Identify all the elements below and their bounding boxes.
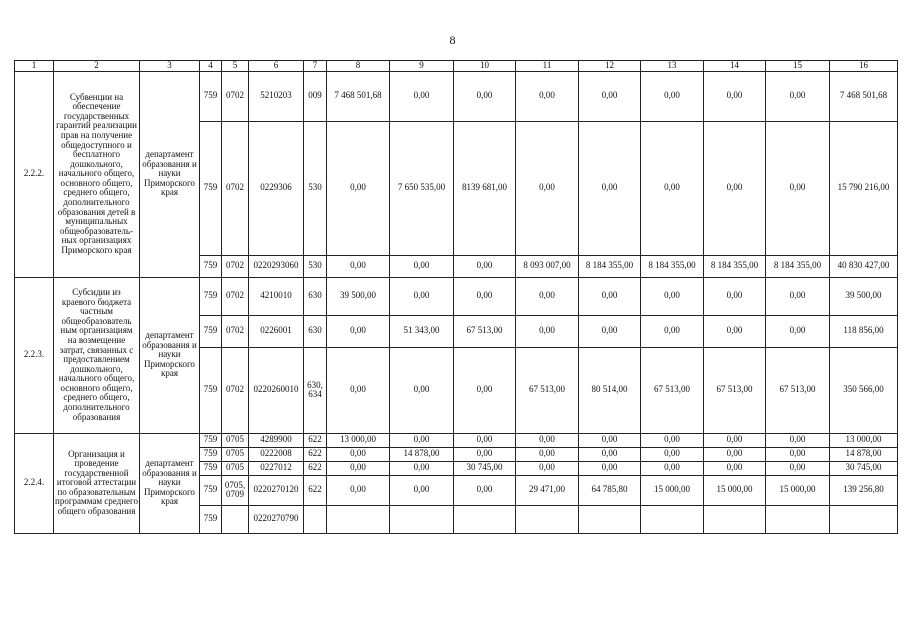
table-cell: 0,00 [579,277,641,315]
table-cell: 0,00 [766,315,830,347]
table-cell: 0,00 [641,433,704,447]
table-cell: 759 [200,277,222,315]
table-cell: 4289900 [249,433,304,447]
table-cell: 0,00 [454,447,516,461]
table-cell: 0,00 [327,121,390,255]
table-cell: 759 [200,433,222,447]
header-cell: 7 [304,61,327,72]
table-cell [390,505,454,533]
table-cell: 0,00 [327,447,390,461]
table-cell: 759 [200,447,222,461]
table-cell: 759 [200,461,222,475]
table-cell: 0,00 [516,461,579,475]
table-cell: 0702 [222,277,249,315]
table-cell: 0,00 [579,315,641,347]
table-cell: 7 468 501,68 [327,71,390,121]
header-cell: 1 [15,61,54,72]
table-cell: 15 000,00 [704,475,766,505]
table-cell: 0705 [222,461,249,475]
item-number: 2.2.2. [15,71,54,277]
table-cell: 0705 [222,433,249,447]
table-cell [454,505,516,533]
table-cell: 0,00 [516,71,579,121]
table-cell: 0,00 [327,475,390,505]
table-cell: 0,00 [454,71,516,121]
table-cell: 67 513,00 [454,315,516,347]
table-cell: 30 745,00 [830,461,898,475]
executor: департамент образования и науки Приморского края [140,71,200,277]
header-cell: 16 [830,61,898,72]
table-cell: 0,00 [516,315,579,347]
table-cell: 622 [304,461,327,475]
item-name: Субсидии из краевого бюджета частным общеобразователь ным организациям на возмещение затрат, связанных с предоставлением дошкольного, начального общего, основного общего, среднего общего, дополнительного образования [54,277,140,433]
table-cell: 0,00 [766,121,830,255]
table-cell: 0705 [222,447,249,461]
table-cell: 0,00 [454,433,516,447]
table-cell: 0,00 [516,121,579,255]
table-cell: 13 000,00 [830,433,898,447]
table-cell: 14 878,00 [830,447,898,461]
table-cell: 40 830 427,00 [830,255,898,277]
table-cell: 0,00 [327,347,390,433]
table-cell [579,505,641,533]
table-cell: 139 256,80 [830,475,898,505]
header-cell: 10 [454,61,516,72]
table-cell: 0,00 [704,433,766,447]
executor: департамент образования и науки Приморского края [140,277,200,433]
table-row [15,277,898,315]
table-cell: 530 [304,121,327,255]
table-cell: 622 [304,433,327,447]
table-cell: 0702 [222,315,249,347]
header-row [15,61,898,72]
table-cell: 759 [200,505,222,533]
executor: департамент образования и науки Приморского края [140,433,200,533]
item-number: 2.2.4. [15,433,54,533]
table-cell: 350 566,00 [830,347,898,433]
table-cell: 0,00 [704,277,766,315]
header-cell: 11 [516,61,579,72]
table-cell: 0220270120 [249,475,304,505]
table-cell: 0,00 [327,461,390,475]
budget-table [14,60,898,534]
table-cell: 0,00 [516,447,579,461]
table-cell: 0,00 [454,347,516,433]
table-cell: 5210203 [249,71,304,121]
table-cell: 0,00 [704,447,766,461]
table-cell [830,505,898,533]
table-cell: 7 650 535,00 [390,121,454,255]
table-cell [304,505,327,533]
table-cell: 39 500,00 [830,277,898,315]
table-cell: 0220260010 [249,347,304,433]
table-cell: 759 [200,71,222,121]
header-cell: 5 [222,61,249,72]
table-cell: 0227012 [249,461,304,475]
table-cell: 0,00 [641,121,704,255]
table-cell: 0,00 [704,71,766,121]
table-cell: 622 [304,447,327,461]
table-cell [327,505,390,533]
item-name: Организация и проведение государственной итоговой аттестации по образовательным программам среднего общего образования [54,433,140,533]
header-cell: 13 [641,61,704,72]
table-row [15,433,898,447]
table-cell: 8 184 355,00 [641,255,704,277]
table-cell: 0,00 [516,277,579,315]
table-cell: 0,00 [704,315,766,347]
table-cell: 8 184 355,00 [766,255,830,277]
table-cell: 51 343,00 [390,315,454,347]
table-cell: 0705, 0709 [222,475,249,505]
header-cell: 4 [200,61,222,72]
table-cell: 0,00 [579,461,641,475]
table-cell: 759 [200,315,222,347]
header-cell: 9 [390,61,454,72]
table-cell: 0,00 [641,277,704,315]
table-cell: 0,00 [579,71,641,121]
table-cell: 0,00 [641,461,704,475]
table-cell: 0,00 [766,447,830,461]
table-cell: 29 471,00 [516,475,579,505]
table-cell: 0,00 [516,433,579,447]
table-cell: 0226001 [249,315,304,347]
table-cell: 630 [304,315,327,347]
table-cell: 630, 634 [304,347,327,433]
table-cell: 630 [304,277,327,315]
table-cell: 13 000,00 [327,433,390,447]
header-cell: 3 [140,61,200,72]
table-cell: 009 [304,71,327,121]
table-cell: 0,00 [390,277,454,315]
table-cell: 0,00 [390,475,454,505]
table-row [15,71,898,121]
table-cell: 0,00 [766,433,830,447]
table-cell [704,505,766,533]
table-cell: 0,00 [704,121,766,255]
table-cell: 0220270790 [249,505,304,533]
table-cell: 80 514,00 [579,347,641,433]
table-cell: 0,00 [454,255,516,277]
table-cell [222,505,249,533]
table-cell: 0702 [222,71,249,121]
table-cell: 15 790 216,00 [830,121,898,255]
table-cell: 8139 681,00 [454,121,516,255]
header-cell: 12 [579,61,641,72]
page-number: 8 [449,33,456,47]
table-cell: 15 000,00 [641,475,704,505]
header-cell: 8 [327,61,390,72]
table-cell: 64 785,80 [579,475,641,505]
table-cell: 0702 [222,347,249,433]
table-cell: 67 513,00 [516,347,579,433]
table-cell: 0229306 [249,121,304,255]
table-cell: 530 [304,255,327,277]
header-cell: 6 [249,61,304,72]
table-cell: 0220293060 [249,255,304,277]
table-cell: 0,00 [390,461,454,475]
table-cell: 67 513,00 [641,347,704,433]
table-cell: 0,00 [766,461,830,475]
table-cell: 0,00 [641,315,704,347]
table-cell: 759 [200,475,222,505]
table-cell [516,505,579,533]
item-name: Субвенции на обеспечение государственных гарантий реализации прав на получение общедоступного и бесплатного дошкольного, начального общего, основного общего, среднего общего, дополнительного образования детей в муниципальных общеобразователь-ных организациях Приморского края [54,71,140,277]
table-cell: 0,00 [641,71,704,121]
table-cell [641,505,704,533]
table-cell: 622 [304,475,327,505]
table-cell: 8 093 007,00 [516,255,579,277]
table-cell: 0,00 [454,277,516,315]
table-cell: 0,00 [327,315,390,347]
table-cell: 759 [200,347,222,433]
table-cell: 0,00 [704,461,766,475]
header-cell: 15 [766,61,830,72]
header-cell: 14 [704,61,766,72]
table-cell: 0702 [222,121,249,255]
table-cell: 8 184 355,00 [704,255,766,277]
table-cell: 7 468 501,68 [830,71,898,121]
table-cell: 15 000,00 [766,475,830,505]
table-cell: 14 878,00 [390,447,454,461]
header-cell: 2 [54,61,140,72]
table-cell: 8 184 355,00 [579,255,641,277]
table-cell: 4210010 [249,277,304,315]
table-cell: 0,00 [579,433,641,447]
table-cell: 118 856,00 [830,315,898,347]
table-cell: 0,00 [766,71,830,121]
table-cell: 0,00 [390,347,454,433]
table-cell: 0222008 [249,447,304,461]
table-cell: 0,00 [390,71,454,121]
table-cell: 0,00 [390,255,454,277]
table-cell: 0,00 [390,433,454,447]
table-cell: 67 513,00 [704,347,766,433]
table-cell: 0,00 [454,475,516,505]
table-cell: 0,00 [641,447,704,461]
table-cell: 39 500,00 [327,277,390,315]
table-cell: 67 513,00 [766,347,830,433]
table-cell: 0702 [222,255,249,277]
table-cell: 0,00 [579,447,641,461]
table-cell [766,505,830,533]
table-cell: 0,00 [766,277,830,315]
table-cell: 30 745,00 [454,461,516,475]
table-cell: 0,00 [579,121,641,255]
item-number: 2.2.3. [15,277,54,433]
table-cell: 759 [200,255,222,277]
table-cell: 0,00 [327,255,390,277]
table-cell: 759 [200,121,222,255]
